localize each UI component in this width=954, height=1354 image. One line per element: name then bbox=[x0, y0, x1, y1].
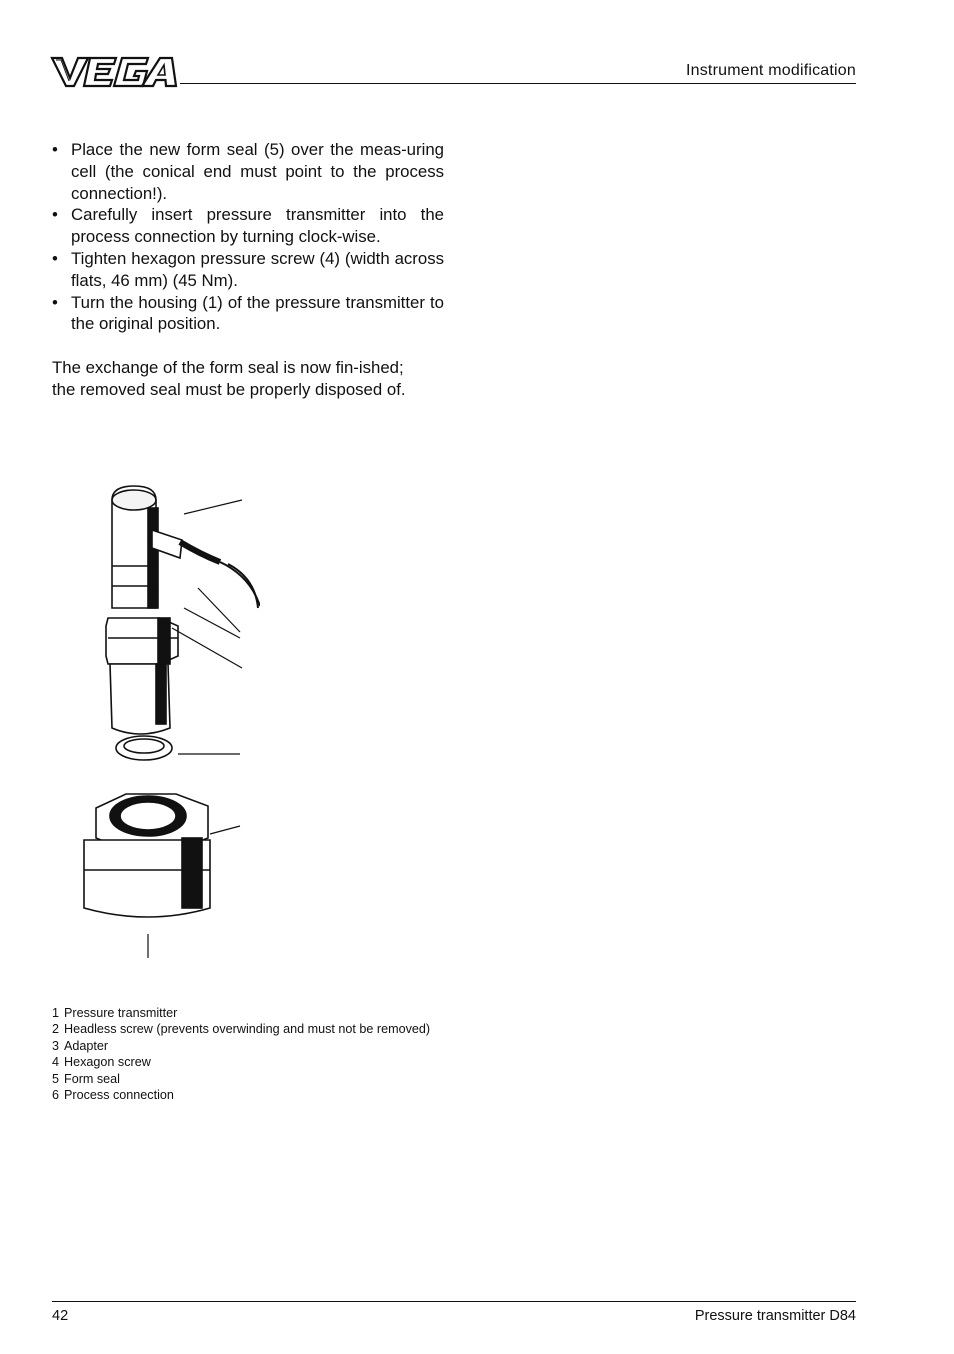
legend-number: 6 bbox=[52, 1088, 60, 1103]
step-item: • Turn the housing (1) of the pressure transmitter to the original position. bbox=[52, 292, 444, 336]
legend-text: Headless screw (prevents overwinding and must not be removed) bbox=[64, 1022, 431, 1037]
legend-number: 5 bbox=[52, 1071, 60, 1086]
document-title: Pressure transmitter D84 bbox=[694, 1308, 856, 1324]
legend-number: 1 bbox=[52, 1006, 60, 1020]
page-number: 42 bbox=[52, 1308, 69, 1324]
step-list bbox=[52, 139, 444, 335]
legend-text: Hexagon screw bbox=[64, 1055, 151, 1070]
figure-legend bbox=[52, 1005, 432, 1103]
legend-item bbox=[52, 1071, 432, 1087]
legend-text: Adapter bbox=[64, 1038, 109, 1053]
legend-item bbox=[52, 1038, 432, 1054]
instructions bbox=[52, 139, 444, 401]
transmitter-illustration bbox=[70, 478, 260, 958]
step-item: • Place the new form seal (5) over the meas-uring cell (the conical end must point to the process connection!). bbox=[52, 139, 444, 204]
closing-paragraph: The exchange of the form seal is now fin-ished; the removed seal must be properly disposed of. bbox=[52, 358, 406, 399]
legend-number: 4 bbox=[52, 1055, 60, 1070]
legend-text: Form seal bbox=[64, 1071, 120, 1086]
legend-item bbox=[52, 1087, 432, 1103]
legend-number: 2 bbox=[52, 1022, 60, 1037]
footer-rule bbox=[52, 1301, 856, 1302]
section-title: Instrument modification bbox=[685, 62, 856, 79]
step-item: • Carefully insert pressure transmitter into the process connection by turning clock-wise. bbox=[52, 204, 444, 248]
vega-logo bbox=[50, 50, 178, 90]
legend-number: 3 bbox=[52, 1038, 60, 1053]
legend-item bbox=[52, 1021, 432, 1037]
step-item: • Tighten hexagon pressure screw (4) (width across flats, 46 mm) (45 Nm). bbox=[52, 248, 444, 292]
header-rule bbox=[180, 83, 856, 84]
legend-text: Process connection bbox=[64, 1088, 174, 1103]
legend-item bbox=[52, 1005, 432, 1021]
legend-item bbox=[52, 1054, 432, 1070]
legend-text: Pressure transmitter bbox=[64, 1006, 178, 1020]
